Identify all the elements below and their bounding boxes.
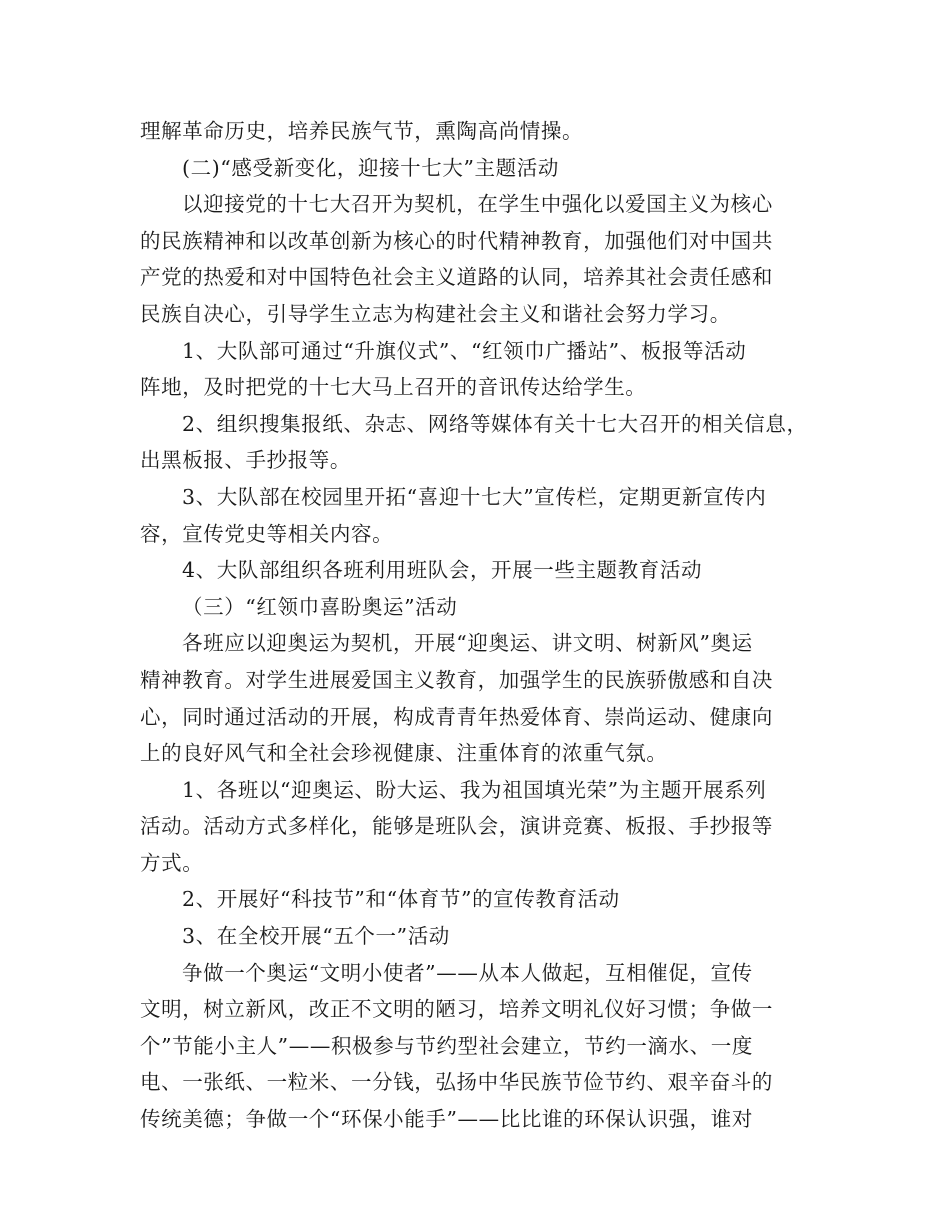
list-item: 2、开展好“科技节”和“体育节”的宣传教育活动	[182, 887, 620, 912]
section-heading: （三）“红领巾喜盼奥运”活动	[182, 594, 458, 619]
text-line: 理解革命历史，培养民族气节，熏陶高尚情操。	[140, 119, 584, 143]
section-heading: (二)“感受新变化，迎接十七大”主题活动	[182, 155, 559, 180]
text-line: 的民族精神和以改革创新为核心的时代精神教育，加强他们对中国共	[140, 228, 773, 253]
text-line: 各班应以迎奥运为契机，开展“迎奥运、讲文明、树新风”奥运	[182, 631, 753, 656]
text-line: 文明，树立新风，改正不文明的陋习，培养文明礼仪好习惯；争做一	[140, 997, 773, 1022]
text-line: 产党的热爱和对中国特色社会主义道路的认同，培养其社会责任感和	[140, 265, 773, 290]
text-line: 出黑板报、手抄报等。	[140, 448, 351, 473]
text-line: 个”节能小主人”——积极参与节约型社会建立，节约一滴水、一度	[140, 1033, 753, 1058]
text-line: 民族自决心，引导学生立志为构建社会主义和谐社会努力学习。	[140, 301, 731, 326]
text-line: 电、一张纸、一粒米、一分钱，弘扬中华民族节俭节约、艰辛奋斗的	[140, 1070, 773, 1095]
list-item: 3、大队部在校园里开拓“喜迎十七大”宣传栏，定期更新宣传内	[182, 484, 767, 509]
text-line: 心，同时通过活动的开展，构成青青年热爱体育、崇尚运动、健康向	[140, 704, 773, 729]
list-item: 1、大队部可通过“升旗仪式”、“红领巾广播站”、板报等活动	[182, 338, 747, 363]
text-line: 精神教育。对学生进展爱国主义教育，加强学生的民族骄傲感和自决	[140, 667, 773, 692]
body-text	[140, 113, 830, 1138]
text-line: 阵地，及时把党的十七大马上召开的音讯传达给学生。	[140, 375, 647, 400]
text-line: 活动。活动方式多样化，能够是班队会，演讲竞赛、板报、手抄报等	[140, 814, 773, 839]
text-line: 容，宣传党史等相关内容。	[140, 521, 394, 546]
list-item: 1、各班以“迎奥运、盼大运、我为祖国填光荣”为主题开展系列	[182, 777, 767, 802]
list-item: 2、组织搜集报纸、杂志、网络等媒体有关十七大召开的相关信息，	[182, 411, 808, 436]
text-line: 上的良好风气和全社会珍视健康、注重体育的浓重气氛。	[140, 741, 668, 766]
text-line: 方式。	[140, 850, 204, 875]
text-line: 以迎接党的十七大召开为契机，在学生中强化以爱国主义为核心	[182, 192, 773, 217]
list-item: 3、在全校开展“五个一”活动	[182, 924, 450, 949]
text-line: 争做一个奥运“文明小使者”——从本人做起，互相催促，宣传	[182, 960, 753, 985]
text-line: 传统美德；争做一个“环保小能手”——比比谁的环保认识强，谁对	[140, 1107, 753, 1132]
list-item: 4、大队部组织各班利用班队会，开展一些主题教育活动	[182, 558, 703, 583]
